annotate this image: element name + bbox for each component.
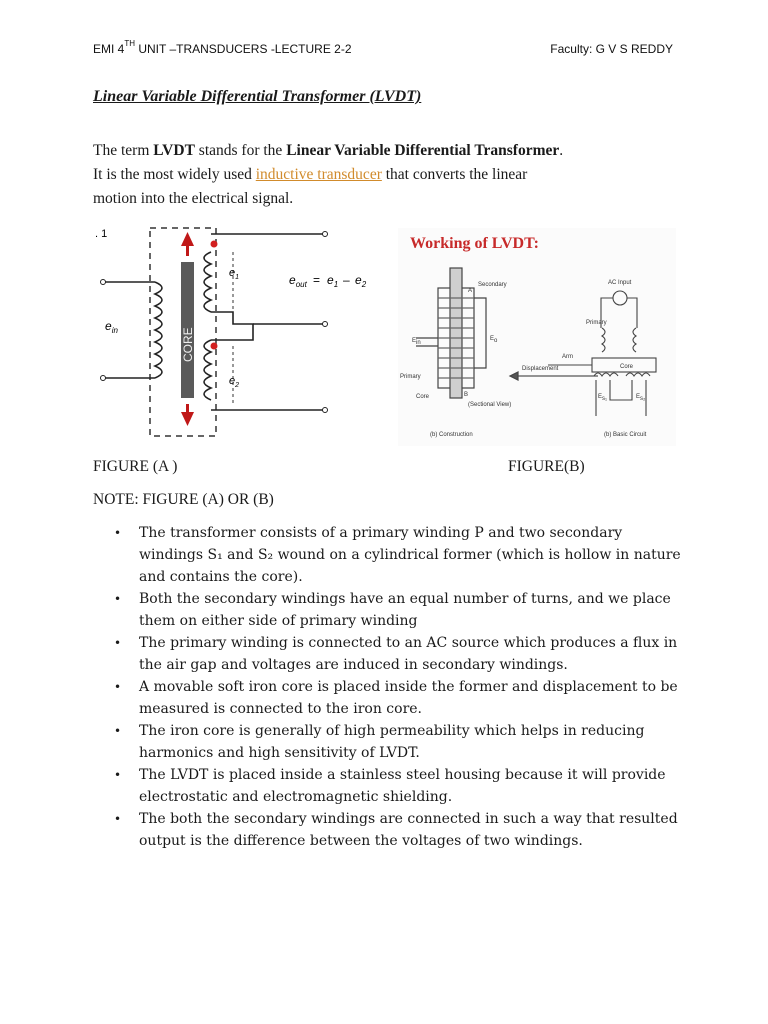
list-item [93, 720, 683, 764]
dot-marker [211, 241, 218, 248]
header-faculty: Faculty: G V S REDDY [550, 42, 673, 56]
output-terminal [323, 232, 328, 237]
list-item-text: The both the secondary windings are connected in such a way that resulted output is the difference between the voltages of two windings. [139, 811, 678, 849]
svg-text:Eo: Eo [490, 336, 498, 344]
list-item-text: The transformer consists of a primary winding P and two secondary windings S₁ and S₂ wound on a cylindrical former (which is hollow in nature and contains the core). [139, 525, 681, 585]
list-item [93, 522, 683, 588]
list-item [93, 764, 683, 808]
svg-text:Core: Core [620, 364, 634, 370]
intro-text: stands for the [194, 142, 287, 159]
page-header [93, 39, 673, 62]
bullet-icon: • [114, 724, 122, 738]
intro-paragraph [93, 139, 673, 211]
figure-a-lvdt-schematic [93, 222, 373, 444]
list-item-text: The LVDT is placed inside a stainless steel housing because it will provide electrostatic and electromagnetic shielding. [139, 767, 666, 805]
page-title: Linear Variable Differential Transformer (LVDT) [93, 88, 422, 105]
primary-terminal [101, 280, 106, 285]
bullet-icon: • [114, 636, 122, 650]
arrow-down-icon [181, 412, 194, 426]
svg-text:=: = [313, 273, 321, 287]
bullet-icon: • [114, 526, 122, 540]
list-item [93, 588, 683, 632]
secondary-coils [204, 234, 323, 410]
svg-text:B: B [464, 392, 469, 398]
e1-label: $e_1$ [229, 267, 240, 281]
svg-text:e1: $e_1$ [327, 273, 339, 289]
intro-bold-lvdt: LVDT [153, 142, 195, 159]
intro-text: that converts the linear [381, 166, 528, 183]
svg-text:Displacement: Displacement [522, 366, 559, 372]
intro-text: The term [93, 142, 154, 159]
list-item [93, 676, 683, 720]
basic-circuit-labels [562, 280, 647, 438]
list-item-text: A movable soft iron core is placed inside the former and displacement to be measured is connected to the iron core. [139, 679, 678, 717]
core-label: CORE [181, 327, 195, 362]
list-item-text: The iron core is generally of high permeability which helps in reducing harmonics and high sensitivity of LVDT. [139, 723, 645, 761]
svg-text:Core: Core [416, 394, 430, 400]
svg-text:–: – [343, 273, 350, 287]
e2-label: $e_2$ [229, 375, 240, 389]
list-item [93, 808, 683, 852]
caption-figure-a: FIGURE (A ) [93, 458, 178, 475]
construction-labels [400, 282, 559, 438]
svg-text:Arm: Arm [562, 354, 573, 360]
bullet-icon: • [114, 592, 122, 606]
list-item [93, 632, 683, 676]
svg-text:Primary: Primary [400, 374, 421, 380]
header-course-sup: TH [124, 39, 136, 48]
output-terminal [323, 322, 328, 327]
bullet-icon: • [114, 680, 122, 694]
construction-drawing [416, 268, 598, 398]
figure-b-title: Working of LVDT: [410, 235, 539, 252]
figure-note: NOTE: FIGURE (A) OR (B) [93, 491, 274, 508]
primary-terminal [101, 376, 106, 381]
svg-text:A: A [468, 288, 473, 294]
svg-text:Es₁: Es₁ [598, 394, 608, 402]
header-course [93, 39, 352, 56]
svg-text:(Sectional View): (Sectional View) [468, 402, 512, 408]
intro-bold-fullname: Linear Variable Differential Transformer [286, 142, 560, 159]
intro-text: motion into the electrical signal. [93, 190, 294, 207]
svg-text:Ein: Ein [412, 338, 421, 346]
svg-text:Secondary: Secondary [478, 282, 507, 288]
inductive-transducer-link[interactable]: inductive transducer [255, 166, 382, 183]
svg-text:e2: $e_2$ [355, 273, 367, 289]
figure-marker: . 1 [95, 228, 108, 240]
output-terminal [323, 408, 328, 413]
caption-figure-b: FIGURE(B) [508, 458, 585, 475]
header-course-prefix: EMI 4 [93, 42, 125, 56]
header-course-suffix: UNIT –TRANSDUCERS -LECTURE 2-2 [135, 42, 352, 56]
figure-b-working-of-lvdt [398, 228, 676, 446]
svg-text:Es₂: Es₂ [636, 394, 646, 402]
svg-text:(b) Construction: (b) Construction [430, 432, 473, 438]
list-item-text: The primary winding is connected to an AC source which produces a flux in the air gap and voltages are induced in secondary windings. [139, 635, 678, 673]
svg-text:Primary: Primary [586, 320, 607, 326]
svg-text:eout: $e_{out}$ [289, 273, 307, 289]
list-item-text: Both the secondary windings have an equal number of turns, and we place them on either side of primary winding [139, 591, 671, 629]
arrow-up-icon [181, 232, 194, 246]
intro-text: It is the most widely used [93, 166, 256, 183]
output-equation [289, 273, 367, 289]
intro-text: . [559, 142, 564, 159]
svg-text:(b) Basic Circuit: (b) Basic Circuit [604, 432, 647, 438]
ein-label: $e_{in}$ [105, 319, 118, 335]
bullet-icon: • [114, 768, 122, 782]
svg-text:AC Input: AC Input [608, 280, 632, 286]
bullet-icon: • [114, 812, 122, 826]
dot-marker [211, 343, 218, 350]
bullet-list [93, 522, 683, 852]
